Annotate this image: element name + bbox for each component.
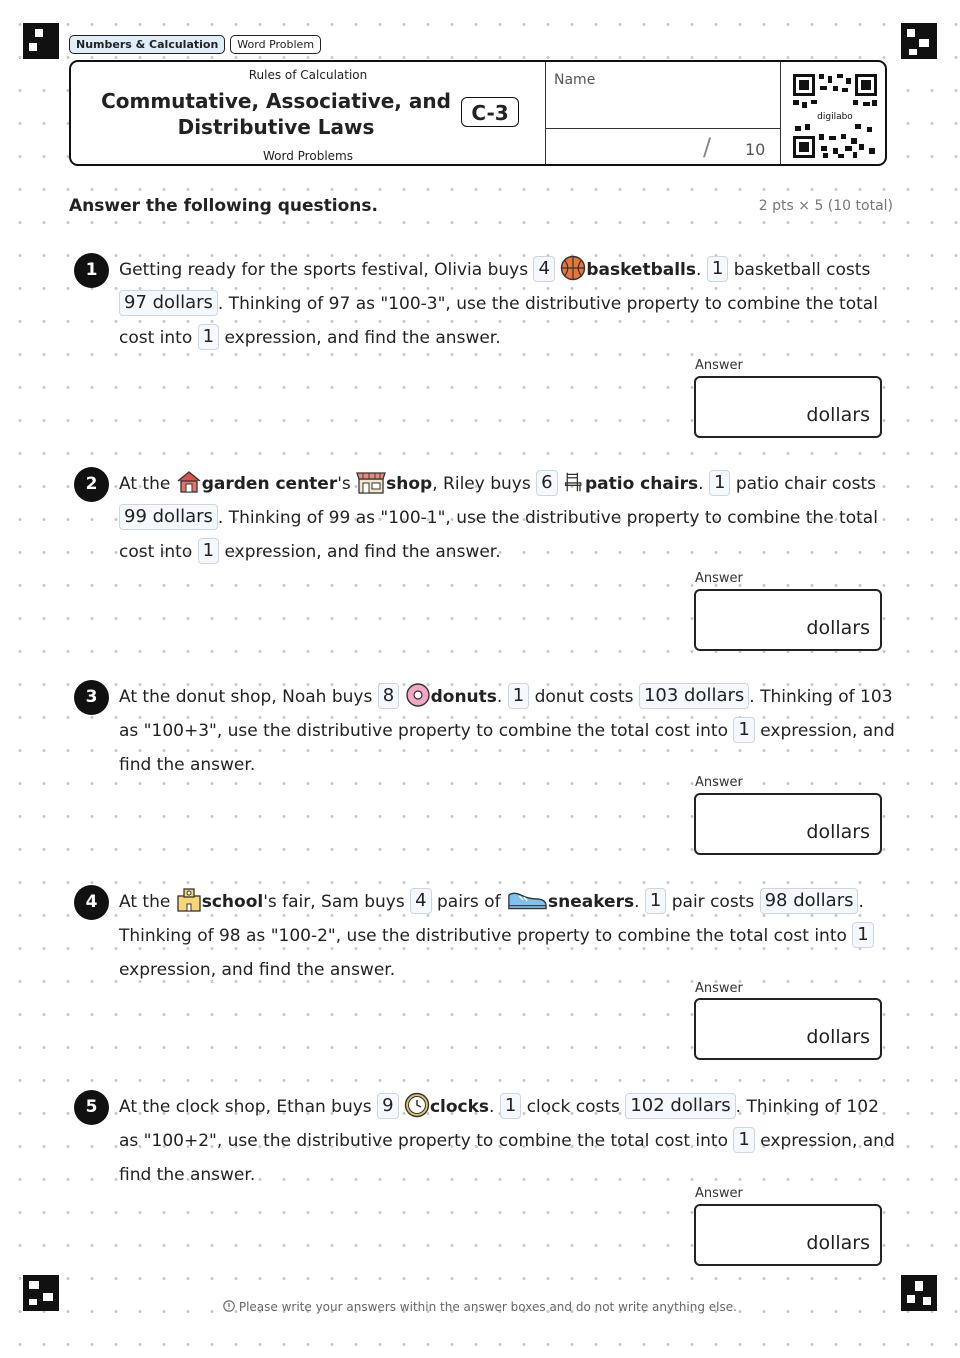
shop-icon: [356, 469, 386, 495]
school-icon: [176, 887, 202, 913]
tag-numbers-calculation: Numbers & Calculation: [69, 35, 225, 54]
number-box: 4: [410, 888, 431, 914]
answer-unit: dollars: [806, 617, 870, 639]
score-slash: /: [703, 133, 712, 161]
question-text: At the donut shop, Noah buys 8 donuts. 1 donut costs 103 dollars . Thinking of 103 as "100+3", use the distributive property to combine the total cost into 1 expression, and find the answer.: [119, 680, 899, 782]
answer-label: Answer: [695, 1186, 743, 1201]
chair-icon: [563, 469, 585, 495]
topic-tags: [69, 35, 321, 54]
qr-caption: digilabo: [817, 112, 853, 122]
question-number: 3: [74, 680, 109, 715]
question-text: Getting ready for the sports festival, Olivia buys 4 basketballs. 1 basketball costs 97 dollars . Thinking of 97 as "100-3", use the distributive property to combine the total cost into 1 expression, and find the answer.: [119, 253, 899, 355]
number-box: 1: [852, 922, 873, 948]
question-number: 2: [74, 467, 109, 502]
question-number: 1: [74, 253, 109, 288]
answer-box-4[interactable]: [694, 998, 882, 1060]
info-icon: [223, 1300, 235, 1312]
house-icon: [176, 469, 202, 495]
sneakers-icon: [506, 887, 548, 913]
number-box: 1: [733, 717, 754, 743]
number-box: 4: [533, 256, 554, 282]
price-box: 98 dollars: [760, 888, 859, 914]
clock-icon: [404, 1092, 430, 1118]
tag-word-problem: Word Problem: [230, 35, 321, 54]
question-text: At the school's fair, Sam buys 4 pairs of sneakers. 1 pair costs 98 dollars . Thinking of 98 as "100-2", use the distributive property to combine the total cost into 1 expression, and find the answer.: [119, 885, 899, 987]
name-score-block: [545, 62, 781, 164]
number-box: 6: [536, 470, 557, 496]
number-box: 1: [500, 1093, 521, 1119]
answer-box-2[interactable]: [694, 589, 882, 651]
price-box: 97 dollars: [119, 290, 218, 316]
answer-unit: dollars: [806, 821, 870, 843]
price-box: 99 dollars: [119, 504, 218, 530]
question-text: At the clock shop, Ethan buys 9 clocks. 1 clock costs 102 dollars . Thinking of 102 as "100+2", use the distributive property to combine the total cost into 1 expression, and find the answer.: [119, 1090, 899, 1192]
number-box: 8: [378, 683, 399, 709]
points-info: 2 pts × 5 (10 total): [758, 198, 893, 214]
header-category: Rules of Calculation: [248, 68, 368, 82]
header-title-block: [71, 62, 545, 164]
basketball-icon: [560, 255, 586, 281]
number-box: 1: [198, 324, 219, 350]
worksheet-header: [69, 60, 887, 166]
footer-note: Please write your answers within the answer boxes and do not write anything else.: [0, 1300, 960, 1314]
question-text: At the garden center's shop, Riley buys 6 patio chairs. 1 patio chair costs 99 dollars . Thinking of 99 as "100-1", use the distributive property to combine the total cost into 1 expression, and find the answer.: [119, 467, 899, 569]
question-number: 4: [74, 885, 109, 920]
answer-label: Answer: [695, 981, 743, 996]
number-box: 1: [707, 256, 728, 282]
donut-icon: [405, 682, 431, 708]
page-title: [91, 88, 461, 140]
price-box: 103 dollars: [639, 683, 749, 709]
qr-code-icon: [793, 74, 877, 158]
worksheet-code: C-3: [461, 97, 519, 127]
corner-marker-top-left: [23, 23, 59, 59]
answer-box-5[interactable]: [694, 1204, 882, 1266]
answer-label: Answer: [695, 571, 743, 586]
number-box: 1: [508, 683, 529, 709]
answer-unit: dollars: [806, 1232, 870, 1254]
name-label: Name: [554, 72, 596, 88]
title-line-2: Distributive Laws: [177, 115, 375, 139]
price-box: 102 dollars: [625, 1093, 735, 1119]
score-total: 10: [745, 140, 766, 159]
name-divider: [546, 128, 780, 129]
instructions: Answer the following questions.: [69, 196, 378, 216]
answer-unit: dollars: [806, 1026, 870, 1048]
answer-label: Answer: [695, 358, 743, 373]
answer-label: Answer: [695, 775, 743, 790]
answer-box-3[interactable]: [694, 793, 882, 855]
answer-box-1[interactable]: [694, 376, 882, 438]
number-box: 1: [709, 470, 730, 496]
header-subtitle: Word Problems: [263, 149, 353, 163]
title-line-1: Commutative, Associative, and: [101, 89, 451, 113]
number-box: 1: [198, 538, 219, 564]
answer-unit: dollars: [806, 404, 870, 426]
number-box: 1: [645, 888, 666, 914]
number-box: 1: [733, 1127, 754, 1153]
number-box: 9: [377, 1093, 398, 1119]
question-number: 5: [74, 1090, 109, 1125]
corner-marker-top-right: [901, 23, 937, 59]
